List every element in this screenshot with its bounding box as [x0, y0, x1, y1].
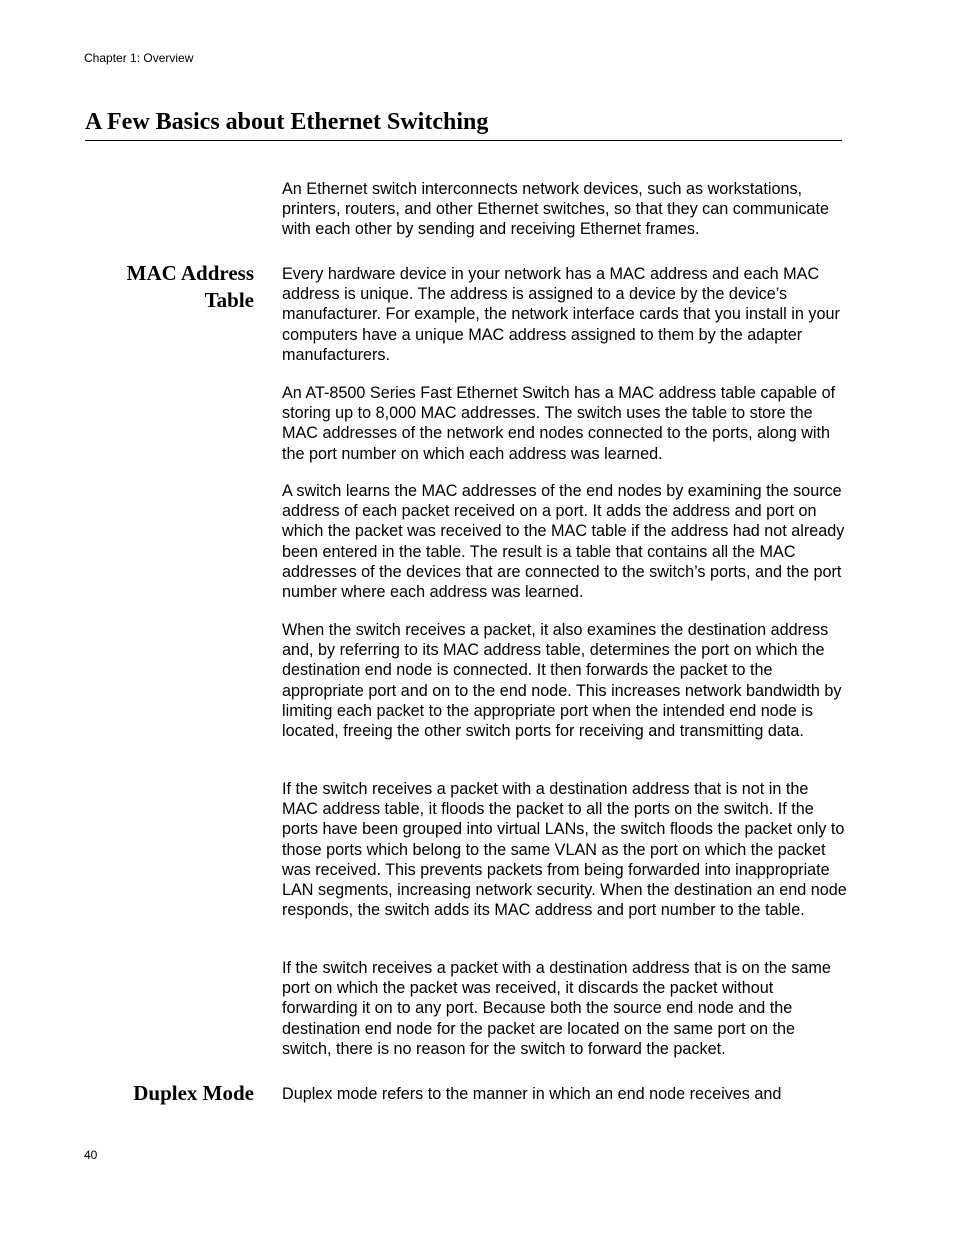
mac-heading-line-1: MAC Address	[126, 261, 254, 285]
title-rule	[85, 140, 842, 141]
mac-address-table-heading	[127, 260, 254, 314]
mac-paragraph-2: An AT-8500 Series Fast Ethernet Switch has a MAC address table capable of storing up to 8,000 MAC addresses. The switch uses the table to store the MAC addresses of the network end nodes connected to the ports, along with the port number on which each address was learned.	[282, 384, 836, 463]
mac-paragraph-3: A switch learns the MAC addresses of the end nodes by examining the source address of each packet received on a port. It adds the address and port on which the packet was received to the MAC table if the address had not already been entered in the table. The result is a table that contains all the MAC addresses of the devices that are connected to the switch’s ports, and the port number where each address was learned.	[282, 482, 845, 602]
mac-heading-line-2: Table	[204, 288, 254, 312]
running-header: Chapter 1: Overview	[84, 51, 194, 65]
section-title: A Few Basics about Ethernet Switching	[85, 109, 489, 135]
page-number: 40	[84, 1148, 98, 1162]
mac-paragraph-6: If the switch receives a packet with a destination address that is on the same port on which the packet was received, it discards the packet without forwarding it on to any port. Because both the source end node and the destination end node for the packet are located on the same port on the switch, there is no reason for the switch to forward the packet.	[282, 959, 831, 1058]
duplex-mode-heading: Duplex Mode	[133, 1081, 254, 1105]
duplex-paragraph: Duplex mode refers to the manner in which an end node receives and	[282, 1085, 782, 1103]
mac-paragraph-5: If the switch receives a packet with a destination address that is not in the MAC address table, it floods the packet to all the ports on the switch. If the ports have been grouped into virtual LANs, the switch floods the packet only to those ports which belong to the same VLAN as the port on which the packet was received. This prevents packets from being forwarded into inappropriate LAN segments, increasing network security. When the destination an end node responds, the switch adds its MAC address and port number to the table.	[282, 780, 847, 920]
mac-paragraph-4: When the switch receives a packet, it also examines the destination address and, by referring to its MAC address table, determines the port on which the destination end node is connected. It then forwards the packet to the appropriate port and on to the end node. This increases network bandwidth by limiting each packet to the appropriate port when the intended end node is located, freeing the other switch ports for receiving and transmitting data.	[282, 621, 842, 741]
intro-paragraph: An Ethernet switch interconnects network devices, such as workstations, printers, routers, and other Ethernet switches, so that they can communicate with each other by sending and receiving Ethernet frames.	[282, 180, 830, 239]
mac-paragraph-1: Every hardware device in your network has a MAC address and each MAC address is unique. The address is assigned to a device by the device’s manufacturer. For example, the network interface cards that you install in your computers have a unique MAC address assigned to them by the adapter manufacturers.	[282, 265, 840, 364]
